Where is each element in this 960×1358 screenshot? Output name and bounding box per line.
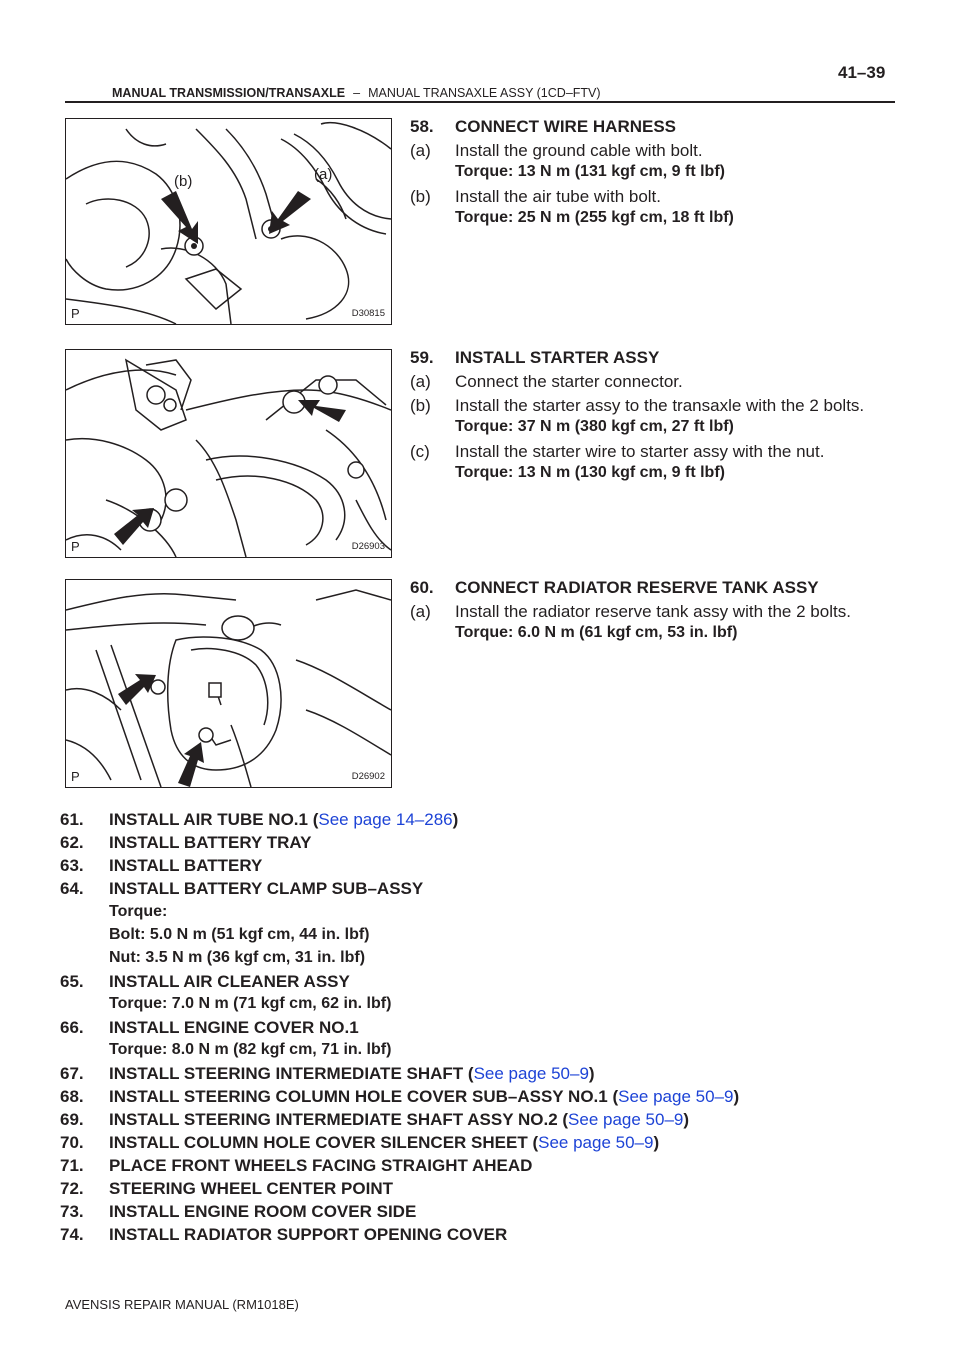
list-item-64-bolt-torque: Bolt: 5.0 N m (51 kgf cm, 44 in. lbf) bbox=[109, 926, 370, 943]
step-59b-torque: Torque: 37 N m (380 kgf cm, 27 ft lbf) bbox=[455, 418, 734, 435]
step-60a-text: (a) Install the radiator reserve tank assy with the 2 bolts. bbox=[410, 602, 851, 621]
starter-illustration bbox=[66, 350, 391, 557]
list-item-64-nut-torque: Nut: 3.5 N m (36 kgf cm, 31 in. lbf) bbox=[109, 949, 366, 966]
step-58b-text: (b) Install the air tube with bolt. bbox=[410, 187, 662, 206]
list-item-64: 64. INSTALL BATTERY CLAMP SUB–ASSY bbox=[60, 879, 424, 898]
step-59b-text: (b) Install the starter assy to the transaxle with the 2 bolts. bbox=[410, 396, 865, 415]
list-item-61: 61. INSTALL AIR TUBE NO.1 (See page 14–286) bbox=[60, 810, 459, 829]
header-rule bbox=[65, 101, 895, 103]
page-header bbox=[112, 86, 601, 100]
figure-starter bbox=[65, 349, 392, 558]
list-item-63: 63. INSTALL BATTERY bbox=[60, 856, 263, 875]
step-58-title: 58. CONNECT WIRE HARNESS bbox=[410, 117, 677, 136]
figure-wire-harness bbox=[65, 118, 392, 325]
step-58b-torque: Torque: 25 N m (255 kgf cm, 18 ft lbf) bbox=[455, 209, 734, 226]
wire-harness-illustration bbox=[66, 119, 391, 324]
list-item-66: 66. INSTALL ENGINE COVER NO.1 bbox=[60, 1018, 359, 1037]
link-see-page[interactable]: See page 50–9 bbox=[473, 1064, 589, 1083]
step-59a-text: (a) Connect the starter connector. bbox=[410, 372, 683, 391]
link-see-page[interactable]: See page 50–9 bbox=[618, 1087, 734, 1106]
reserve-tank-illustration bbox=[66, 580, 391, 787]
callout-a: (a) bbox=[314, 166, 333, 183]
subsection-title: MANUAL TRANSAXLE ASSY (1CD–FTV) bbox=[368, 86, 601, 100]
step-59-title: 59. INSTALL STARTER ASSY bbox=[410, 348, 660, 367]
list-item-72: 72. STEERING WHEEL CENTER POINT bbox=[60, 1179, 393, 1198]
link-see-page[interactable]: See page 50–9 bbox=[538, 1133, 654, 1152]
figure-code: D30815 bbox=[351, 308, 385, 319]
figure-p-mark: P bbox=[71, 539, 80, 554]
list-item-71: 71. PLACE FRONT WHEELS FACING STRAIGHT AHEAD bbox=[60, 1156, 533, 1175]
list-item-65-torque: Torque: 7.0 N m (71 kgf cm, 62 in. lbf) bbox=[109, 995, 392, 1012]
list-item-62: 62. INSTALL BATTERY TRAY bbox=[60, 833, 312, 852]
list-item-70: 70. INSTALL COLUMN HOLE COVER SILENCER SHEET (See page 50–9) bbox=[60, 1133, 660, 1152]
link-see-page[interactable]: See page 14–286 bbox=[318, 810, 453, 829]
page-footer: AVENSIS REPAIR MANUAL (RM1018E) bbox=[65, 1297, 299, 1312]
figure-reserve-tank bbox=[65, 579, 392, 788]
figure-code: D26903 bbox=[351, 541, 385, 552]
list-item-65: 65. INSTALL AIR CLEANER ASSY bbox=[60, 972, 350, 991]
list-item-67: 67. INSTALL STEERING INTERMEDIATE SHAFT (See page 50–9) bbox=[60, 1064, 595, 1083]
link-see-page[interactable]: See page 50–9 bbox=[568, 1110, 684, 1129]
figure-code: D26902 bbox=[351, 771, 385, 782]
step-58a-text: (a) Install the ground cable with bolt. bbox=[410, 141, 703, 160]
arrow-icon-bottom bbox=[178, 742, 204, 787]
header-separator: – bbox=[353, 86, 361, 100]
step-59c-text: (c) Install the starter wire to starter assy with the nut. bbox=[410, 442, 825, 461]
figure-p-mark: P bbox=[71, 769, 80, 784]
page-number: 41–39 bbox=[838, 63, 886, 82]
section-title: MANUAL TRANSMISSION/TRANSAXLE bbox=[112, 86, 346, 100]
list-item-73: 73. INSTALL ENGINE ROOM COVER SIDE bbox=[60, 1202, 417, 1221]
list-item-69: 69. INSTALL STEERING INTERMEDIATE SHAFT ASSY NO.2 (See page 50–9) bbox=[60, 1110, 690, 1129]
list-item-74: 74. INSTALL RADIATOR SUPPORT OPENING COVER bbox=[60, 1225, 508, 1244]
step-60-title: 60. CONNECT RADIATOR RESERVE TANK ASSY bbox=[410, 578, 819, 597]
list-item-66-torque: Torque: 8.0 N m (82 kgf cm, 71 in. lbf) bbox=[109, 1041, 392, 1058]
arrow-icon-upper bbox=[298, 400, 346, 422]
callout-b: (b) bbox=[174, 173, 193, 190]
list-item-64-torque-label: Torque: bbox=[109, 903, 168, 920]
figure-p-mark: P bbox=[71, 306, 80, 321]
step-60a-torque: Torque: 6.0 N m (61 kgf cm, 53 in. lbf) bbox=[455, 624, 738, 641]
arrow-icon-left bbox=[118, 674, 156, 705]
step-59c-torque: Torque: 13 N m (130 kgf cm, 9 ft lbf) bbox=[455, 464, 725, 481]
step-58a-torque: Torque: 13 N m (131 kgf cm, 9 ft lbf) bbox=[455, 163, 725, 180]
list-item-68: 68. INSTALL STEERING COLUMN HOLE COVER SUB–ASSY NO.1 (See page 50–9) bbox=[60, 1087, 740, 1106]
arrow-icon-a bbox=[269, 191, 311, 234]
